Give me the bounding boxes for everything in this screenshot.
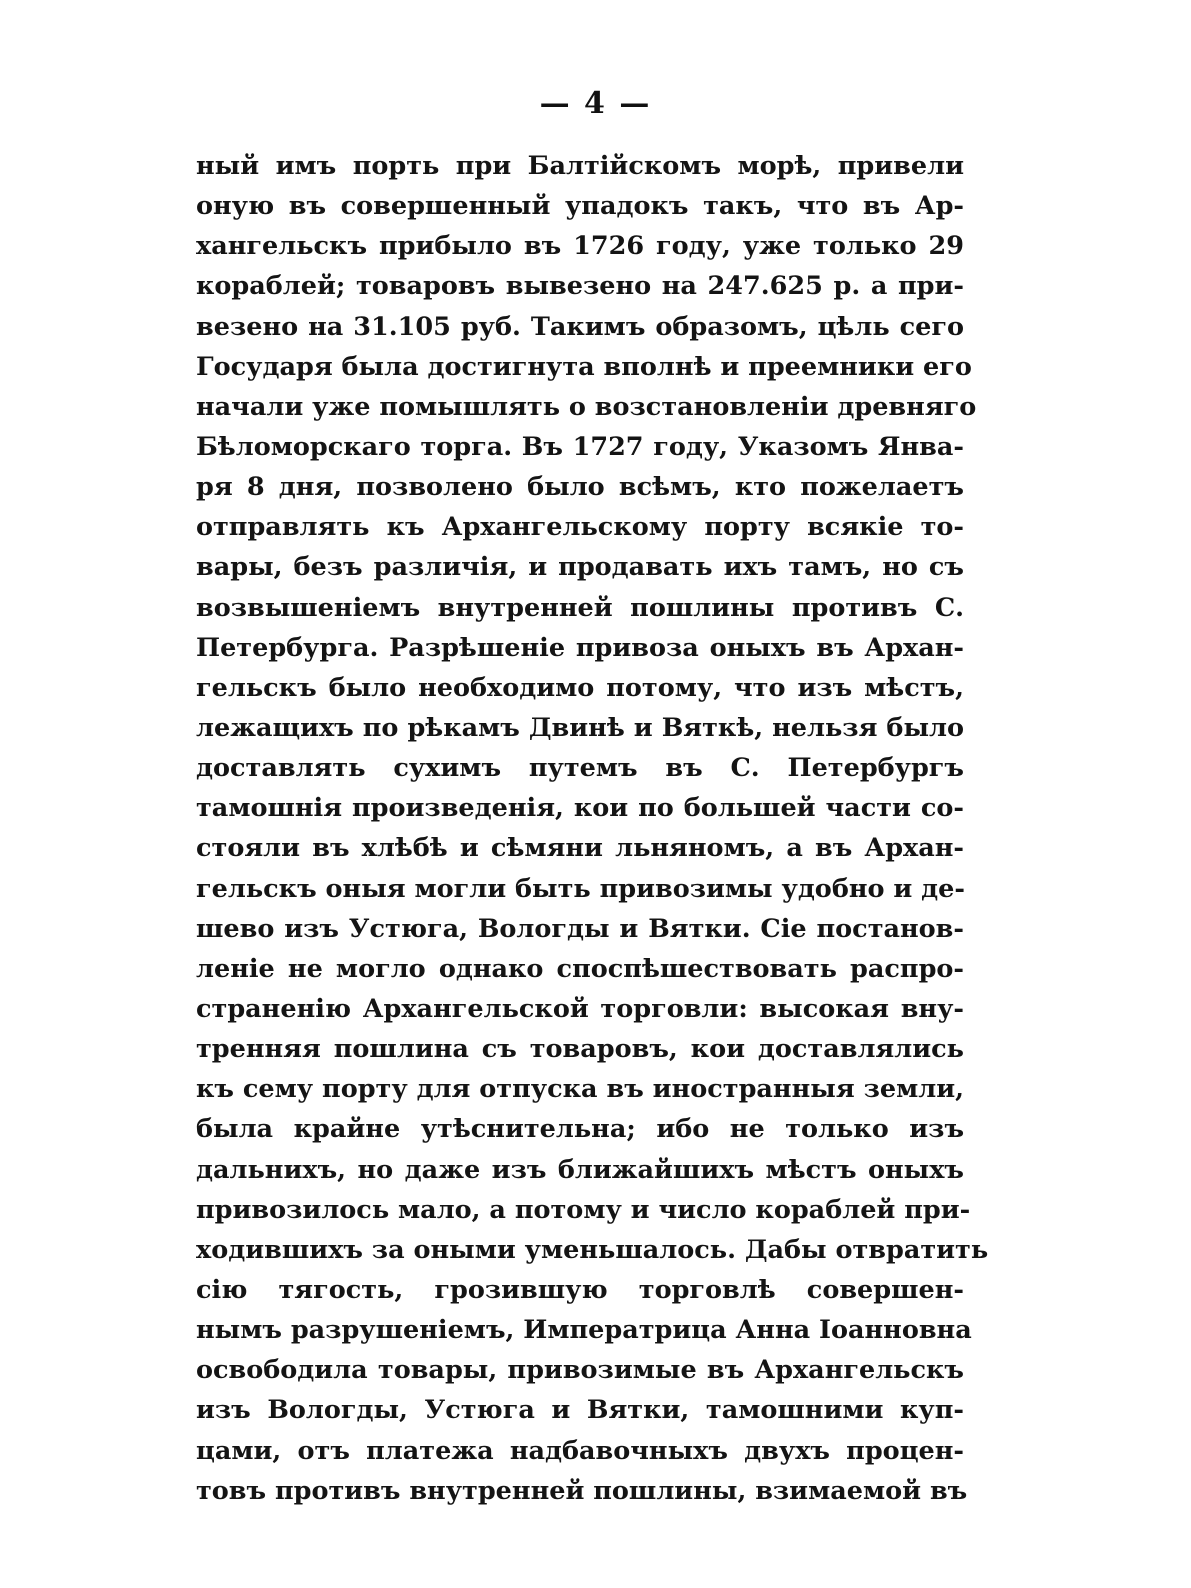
text-line: изъ Вологды, Устюга и Вятки, тамошними куп- (196, 1395, 964, 1426)
text-line: гельскъ было необходимо потому, что изъ мѣстъ, (196, 672, 964, 703)
text-line: шево изъ Устюга, Вологды и Вятки. Сіе постанов- (196, 913, 964, 944)
text-line: Петербурга. Разрѣшеніе привоза оныхъ въ Архан- (196, 632, 964, 663)
text-line: ря 8 дня, позволено было всѣмъ, кто пожелаетъ (196, 472, 964, 503)
text-line: Бѣломорскаго торга. Въ 1727 году, Указомъ Янва- (196, 431, 964, 462)
text-line: начали уже помышлять о возстановленіи древняго (196, 391, 977, 422)
text-line: цами, отъ платежа надбавочныхъ двухъ процен- (196, 1435, 964, 1466)
text-line: освободила товары, привозимые въ Архангельскъ (196, 1355, 964, 1386)
text-line: тренняя пошлина съ товаровъ, кои доставлялись (196, 1034, 964, 1065)
text-line: оную въ совершенный упадокъ такъ, что въ Ар- (196, 191, 964, 222)
text-line: тамошнія произведенія, кои по большей части со- (196, 793, 964, 824)
text-line: возвышеніемъ внутренней пошлины противъ С. (196, 592, 964, 623)
text-line: нымъ разрушеніемъ, Императрица Анна Іоанновна (196, 1315, 972, 1346)
text-line: была крайне утѣснительна; ибо не только изъ (196, 1114, 964, 1145)
text-line: вары, безъ различія, и продавать ихъ тамъ, но съ (196, 552, 964, 583)
text-line: Государя была достигнута вполнѣ и преемники его (196, 351, 972, 382)
text-line: сію тягость, грозившую торговлѣ совершен- (196, 1274, 964, 1305)
text-line: къ сему порту для отпуска въ иностранныя земли, (196, 1074, 964, 1105)
text-line: доставлять сухимъ путемъ въ С. Петербургъ (196, 753, 964, 784)
text-line: стояли въ хлѣбѣ и сѣмяни льняномъ, а въ Архан- (196, 833, 964, 864)
text-line: лежащихъ по рѣкамъ Двинѣ и Вяткѣ, нельзя было (196, 712, 964, 743)
text-line: хангельскъ прибыло въ 1726 году, уже только 29 (196, 231, 964, 262)
text-line: привозилось мало, а потому и число кораблей при- (196, 1194, 971, 1225)
text-line: кораблей; товаровъ вывезено на 247.625 р. а при- (196, 271, 964, 302)
text-line: ходившихъ за оными уменьшалось. Дабы отвратить (196, 1234, 989, 1265)
text-line: ный имъ порть при Балтійскомъ морѣ, привели (196, 151, 964, 181)
page-number: — 4 — (539, 86, 652, 121)
text-line: страненію Архангельской торговли: высокая вну- (196, 993, 964, 1024)
body-text (196, 146, 989, 1511)
text-line: леніе не могло однако споспѣшествовать распро- (196, 953, 964, 984)
text-line: отправлять къ Архангельскому порту всякіе то- (196, 512, 964, 543)
text-line: дальнихъ, но даже изъ ближайшихъ мѣстъ оныхъ (196, 1154, 964, 1185)
text-line: товъ противъ внутренней пошлины, взимаемой въ (196, 1475, 968, 1506)
text-line: везено на 31.105 руб. Такимъ образомъ, цѣль сего (196, 311, 964, 342)
text-line: гельскъ оныя могли быть привозимы удобно и де- (196, 873, 965, 904)
